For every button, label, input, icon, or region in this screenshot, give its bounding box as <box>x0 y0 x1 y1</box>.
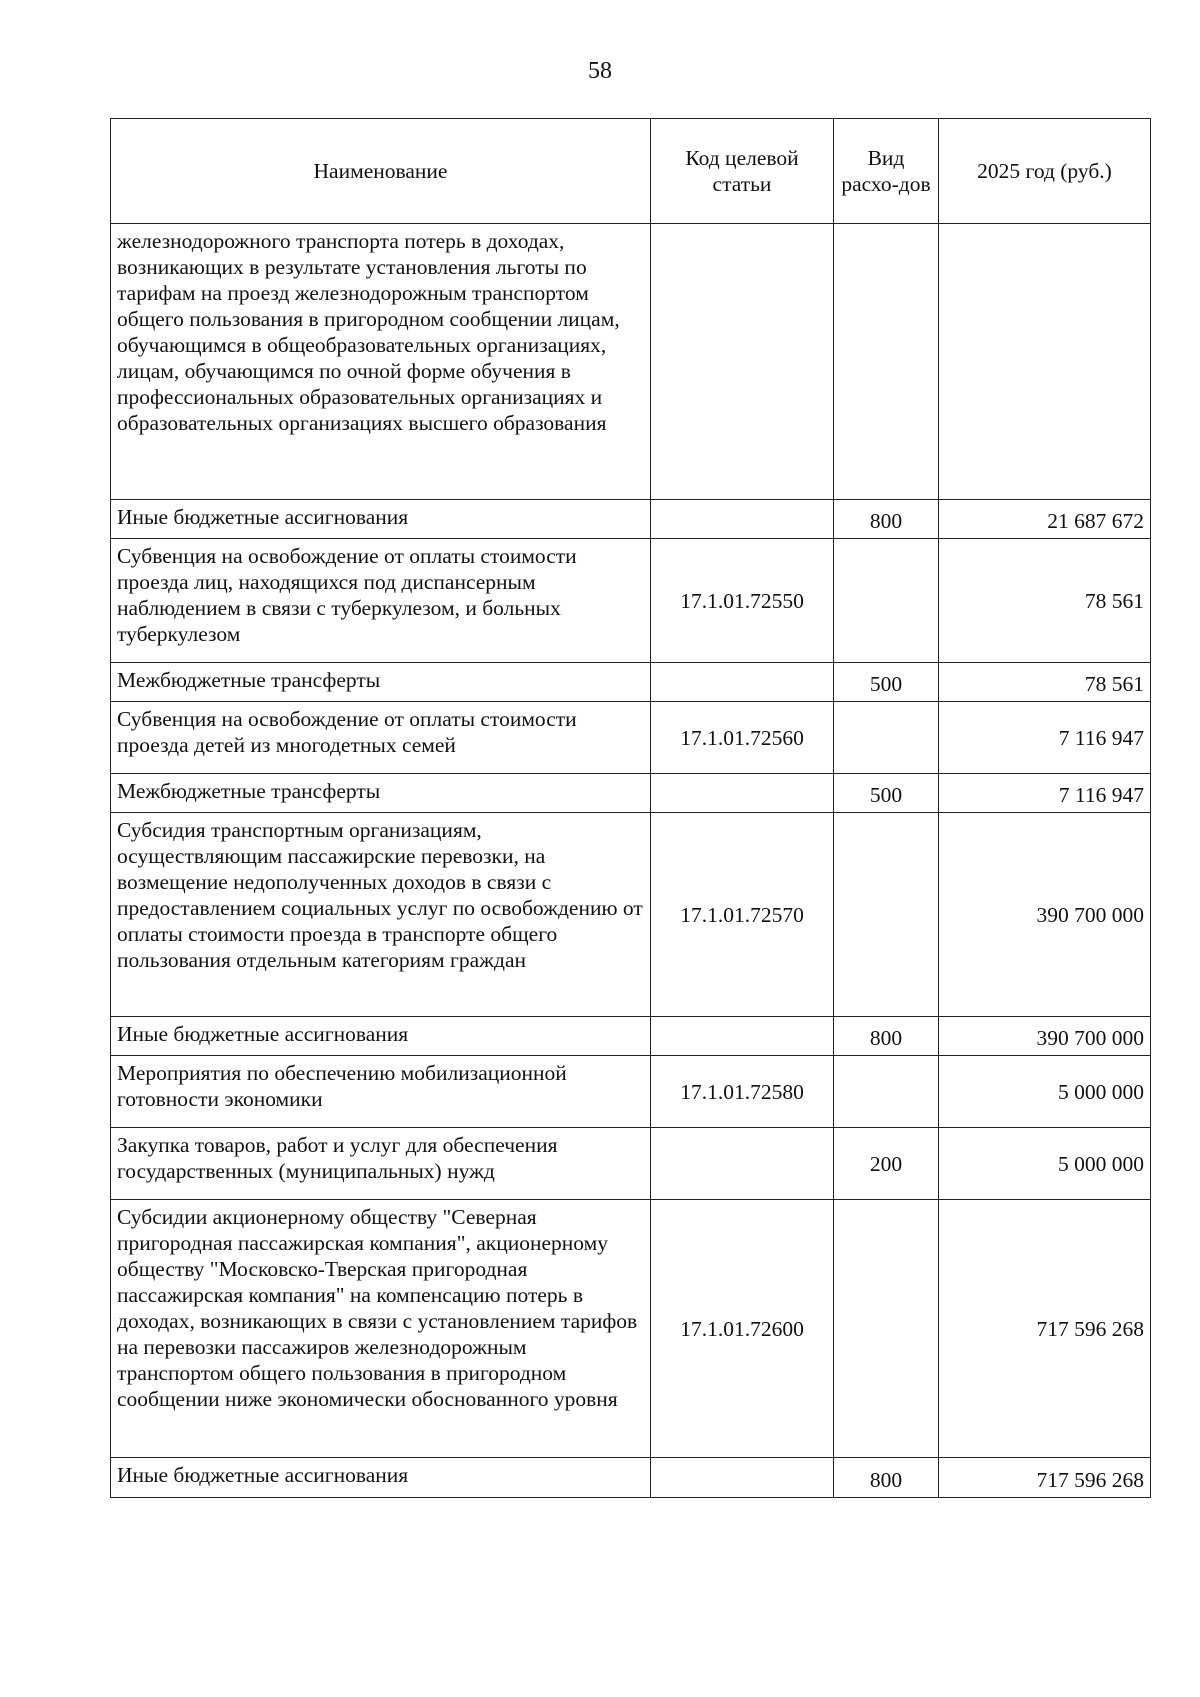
row-amount <box>939 224 1151 500</box>
row-code: 17.1.01.72600 <box>651 1200 834 1458</box>
row-code: 17.1.01.72550 <box>651 539 834 663</box>
row-code <box>651 1017 834 1056</box>
row-kind: 500 <box>834 774 939 813</box>
row-name: Субсидии акционерному обществу "Северная пригородная пассажирская компания", акционерному обществу "Московско-Тверская пригородная пассажирская компания" на компенсацию потерь в доходах, возникающих в связи с установлением тарифов на перевозки пассажиров железнодорожным транспортом общего пользования в пригородном сообщении ниже экономически обоснованного уровня <box>111 1200 651 1458</box>
table-row <box>111 663 1151 702</box>
row-amount: 717 596 268 <box>939 1458 1151 1498</box>
row-code: 17.1.01.72570 <box>651 813 834 1017</box>
table-row <box>111 1017 1151 1056</box>
table-header-row <box>111 119 1151 224</box>
row-kind <box>834 224 939 500</box>
table-row <box>111 1056 1151 1128</box>
row-name: Иные бюджетные ассигнования <box>111 1458 651 1498</box>
row-kind <box>834 1200 939 1458</box>
budget-table <box>110 118 1151 1498</box>
table-row <box>111 1200 1151 1458</box>
row-kind: 800 <box>834 500 939 539</box>
table-row <box>111 1458 1151 1498</box>
row-name: Иные бюджетные ассигнования <box>111 1017 651 1056</box>
row-kind <box>834 539 939 663</box>
row-kind: 500 <box>834 663 939 702</box>
row-amount: 390 700 000 <box>939 813 1151 1017</box>
row-kind: 800 <box>834 1458 939 1498</box>
row-name: Иные бюджетные ассигнования <box>111 500 651 539</box>
page-number: 58 <box>588 58 612 84</box>
row-code <box>651 663 834 702</box>
row-kind: 800 <box>834 1017 939 1056</box>
header-name: Наименование <box>111 119 651 224</box>
row-amount: 78 561 <box>939 539 1151 663</box>
row-code <box>651 1128 834 1200</box>
row-code <box>651 224 834 500</box>
row-code: 17.1.01.72580 <box>651 1056 834 1128</box>
row-name: Субвенция на освобождение от оплаты стоимости проезда детей из многодетных семей <box>111 702 651 774</box>
table-row <box>111 224 1151 500</box>
row-name: Субвенция на освобождение от оплаты стоимости проезда лиц, находящихся под диспансерным наблюдением в связи с туберкулезом, и больных туберкулезом <box>111 539 651 663</box>
row-name: Межбюджетные трансферты <box>111 663 651 702</box>
row-amount: 78 561 <box>939 663 1151 702</box>
row-kind <box>834 813 939 1017</box>
header-year: 2025 год (руб.) <box>939 119 1151 224</box>
row-kind <box>834 702 939 774</box>
table-row <box>111 813 1151 1017</box>
row-name: Мероприятия по обеспечению мобилизационной готовности экономики <box>111 1056 651 1128</box>
row-amount: 717 596 268 <box>939 1200 1151 1458</box>
header-code: Код целевой статьи <box>651 119 834 224</box>
row-kind <box>834 1056 939 1128</box>
row-kind: 200 <box>834 1128 939 1200</box>
table-row <box>111 1128 1151 1200</box>
row-amount: 5 000 000 <box>939 1128 1151 1200</box>
row-code <box>651 500 834 539</box>
row-amount: 7 116 947 <box>939 702 1151 774</box>
table-row <box>111 702 1151 774</box>
table-row <box>111 539 1151 663</box>
row-amount: 5 000 000 <box>939 1056 1151 1128</box>
header-kind: Вид расхо-дов <box>834 119 939 224</box>
table-row <box>111 500 1151 539</box>
row-amount: 7 116 947 <box>939 774 1151 813</box>
row-code: 17.1.01.72560 <box>651 702 834 774</box>
row-name: Закупка товаров, работ и услуг для обеспечения государственных (муниципальных) нужд <box>111 1128 651 1200</box>
row-name: Межбюджетные трансферты <box>111 774 651 813</box>
row-amount: 21 687 672 <box>939 500 1151 539</box>
row-amount: 390 700 000 <box>939 1017 1151 1056</box>
row-code <box>651 1458 834 1498</box>
table-row <box>111 774 1151 813</box>
row-name: Субсидия транспортным организациям, осуществляющим пассажирские перевозки, на возмещение недополученных доходов в связи с предоставлением социальных услуг по освобождению от оплаты стоимости проезда в транспорте общего пользования отдельным категориям граждан <box>111 813 651 1017</box>
row-code <box>651 774 834 813</box>
row-name: железнодорожного транспорта потерь в доходах, возникающих в результате установления льготы по тарифам на проезд железнодорожным транспортом общего пользования в пригородном сообщении лицам, обучающимся в общеобразовательных организациях, лицам, обучающимся по очной форме обучения в профессиональных образовательных организациях и образовательных организациях высшего образования <box>111 224 651 500</box>
